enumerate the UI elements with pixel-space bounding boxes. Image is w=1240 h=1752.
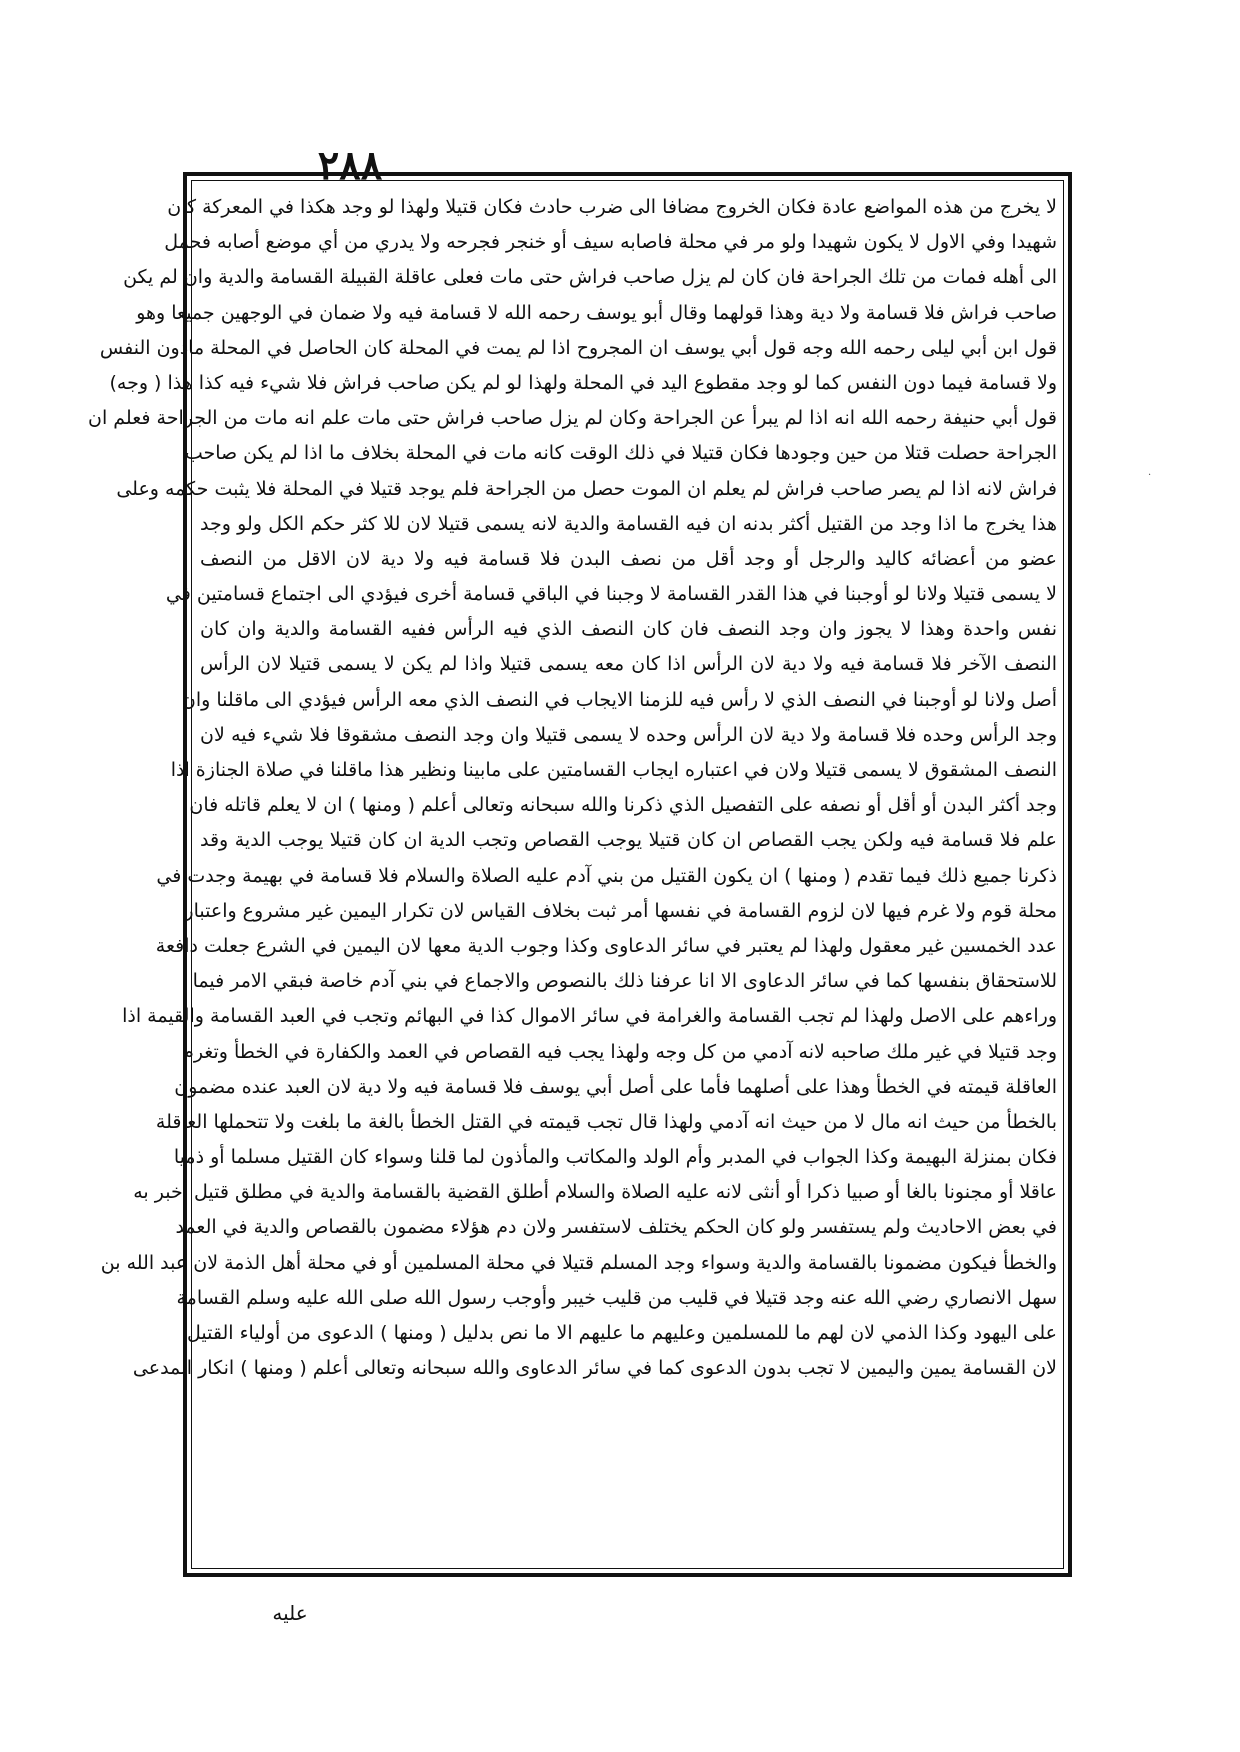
text-line: والخطأ فيكون مضمونا بالقسامة والدية وسواء وجد المسلم قتيلا في محلة المسلمين أو في محلة أهل الذمة لان عبد الله بن bbox=[100, 1251, 1057, 1274]
text-line: وجد الرأس وحده فلا قسامة ولا دية لان الرأس وحده لا يسمى قتيلا وان وجد النصف مشقوقا فلا شيء فيه لان bbox=[200, 723, 1057, 746]
text-line: فراش لانه اذا لم يصر صاحب فراش لم يعلم ان الموت حصل من الجراحة فلم يوجد قتيلا في المحلة فلا يثبت حكمه وعلى bbox=[116, 477, 1057, 500]
text-line: على اليهود وكذا الذمي لان لهم ما للمسلمين وعليهم ما عليهم الا ما نص بدليل ( ومنها ) الدعوى من أولياء القتيل bbox=[187, 1322, 1057, 1344]
text-line: العاقلة قيمته في الخطأ وهذا على أصلهما فأما على أصل أبي يوسف فلا قسامة فيه ولا دية لان العبد عنده مضمون bbox=[174, 1075, 1057, 1098]
text-line: وجد أكثر البدن أو أقل أو نصفه على التفصيل الذي ذكرنا والله سبحانه وتعالى أعلم ( ومنها ) ان لا يعلم قاتله فان bbox=[189, 794, 1057, 817]
text-line: عاقلا أو مجنونا بالغا أو صبيا ذكرا أو أنثى لانه عليه الصلاة والسلام أطلق القضية بالقسامة والدية في مطلق قتيل أخبر به bbox=[133, 1181, 1057, 1204]
page-number: ٢٨٨ bbox=[317, 142, 383, 189]
text-line: وجد قتيلا في غير ملك صاحبه لانه آدمي من كل وجه ولهذا يجب فيه القصاص في العمد والكفارة في الخطأ وتغرم bbox=[182, 1040, 1057, 1063]
scan-speck: · bbox=[1148, 470, 1152, 481]
text-line: في بعض الاحاديث ولم يستفسر ولو كان الحكم يختلف لاستفسر ولان دم هؤلاء مضمون بالقصاص والدية في العمد bbox=[175, 1216, 1057, 1239]
text-line: صاحب فراش فلا قسامة ولا دية وهذا قولهما وقال أبو يوسف رحمه الله لا قسامة فيه ولا ضمان في الوجهين جميعا وهو bbox=[136, 301, 1057, 324]
text-line: نفس واحدة وهذا لا يجوز وان وجد النصف فان كان النصف الذي فيه الرأس ففيه القسامة والدية وان كان bbox=[200, 618, 1057, 641]
text-line: للاستحقاق بنفسها كما في سائر الدعاوى الا انا عرفنا ذلك بالنصوص والاجماع في بني آدم خاصة فبقي الامر فيما bbox=[192, 970, 1057, 993]
text-line: لان القسامة يمين واليمين لا تجب بدون الدعوى كما في سائر الدعاوى والله سبحانه وتعالى أعلم ( ومنها ) انكار المدعى bbox=[132, 1357, 1057, 1380]
text-line: ذكرنا جميع ذلك فيما تقدم ( ومنها ) ان يكون القتيل من بني آدم عليه الصلاة والسلام فلا قسامة في بهيمة وجدت في bbox=[156, 864, 1057, 887]
text-line: وراءهم على الاصل ولهذا لم تجب القسامة والغرامة في سائر الاموال كذا في البهائم وتجب في العبد القسامة والقيمة اذا bbox=[122, 1005, 1057, 1028]
text-line: ولا قسامة فيما دون النفس كما لو وجد مقطوع اليد في المحلة ولهذا لو لم يكن صاحب فراش فلا شيء فيه كذا هذا ( وجه) bbox=[109, 371, 1057, 394]
text-line: النصف المشقوق لا يسمى قتيلا ولان في اعتباره ايجاب القسامتين على مابينا ونظير هذا ماقلنا في صلاة الجنازة اذا bbox=[170, 759, 1057, 781]
text-line: بالخطأ من حيث انه مال لا من حيث انه آدمي ولهذا قال تجب قيمته في القتل الخطأ بالغة ما بلغت ولا تتحملها العاقلة bbox=[155, 1110, 1057, 1133]
text-body bbox=[88, 190, 1057, 1565]
text-line: الى أهله فمات من تلك الجراحة فان كان لم يزل صاحب فراش حتى مات فعلى عاقلة القبيلة القسامة والدية وان لم يكن bbox=[123, 266, 1057, 289]
text-line: علم فلا قسامة فيه ولكن يجب القصاص ان كان قتيلا يوجب القصاص وتجب الدية ان كان قتيلا يوجب الدية وقد bbox=[200, 829, 1057, 852]
text-line: عضو من أعضائه كاليد والرجل أو وجد أقل من نصف البدن فلا قسامة فيه ولا دية لان الاقل من النصف bbox=[200, 547, 1057, 570]
text-line: لا يخرج من هذه المواضع عادة فكان الخروج مضافا الى ضرب حادث فكان قتيلا ولهذا لو وجد هكذا في المعركة كان bbox=[167, 196, 1057, 218]
text-line: أصل ولانا لو أوجبنا في النصف الذي لا رأس فيه للزمنا الايجاب في النصف الذي معه الرأس فيؤدي الى ماقلنا وان bbox=[181, 688, 1057, 711]
text-line: فكان بمنزلة البهيمة وكذا الجواب في المدبر وأم الولد والمكاتب والمأذون لما قلنا وسواء كان القتيل مسلما أو ذميا bbox=[173, 1146, 1057, 1169]
text-line: النصف الآخر فلا قسامة فيه ولا دية لان الرأس اذا كان معه يسمى قتيلا واذا لم يكن لا يسمى قتيلا لان الرأس bbox=[200, 653, 1057, 676]
text-line: قول أبي حنيفة رحمه الله انه اذا لم يبرأ عن الجراحة وكان لم يزل صاحب فراش حتى مات علم انه مات من الجراحة فعلم ان bbox=[88, 407, 1057, 430]
text-line: الجراحة حصلت قتلا من حين وجودها فكان قتيلا في ذلك الوقت كانه مات في المحلة بخلاف ما اذا لم يكن صاحب bbox=[184, 442, 1057, 465]
text-line: قول ابن أبي ليلى رحمه الله وجه قول أبي يوسف ان المجروح اذا لم يمت في المحلة كان الحاصل في المحلة مادون النفس bbox=[99, 336, 1057, 359]
text-line: محلة قوم ولا غرم فيها لان لزوم القسامة في نفسها أمر ثبت بخلاف القياس لان تكرار اليمين غير مشروع واعتبار bbox=[184, 899, 1057, 922]
catchword: عليه bbox=[272, 1601, 308, 1625]
text-line: سهل الانصاري رضي الله عنه وجد قتيلا في قليب من قليب خيبر وأوجب رسول الله صلى الله عليه وسلم القسامة bbox=[176, 1286, 1057, 1309]
text-line: لا يسمى قتيلا ولانا لو أوجبنا في هذا القدر القسامة لا وجبنا في الباقي قسامة أخرى فيؤدي الى اجتماع قسامتين في bbox=[165, 583, 1057, 606]
text-line: هذا يخرج ما اذا وجد من القتيل أكثر بدنه ان فيه القسامة والدية لانه يسمى قتيلا لان للا كثر حكم الكل ولو وجد bbox=[200, 512, 1057, 535]
text-line: عدد الخمسين غير معقول ولهذا لم يعتبر في سائر الدعاوى وكذا وجوب الدية معها لان اليمين في الشرع جعلت دافعة bbox=[155, 934, 1057, 957]
text-line: شهيدا وفي الاول لا يكون شهيدا ولو مر في محلة فاصابه سيف أو خنجر فجرحه ولا يدري من أي موضع أصابه فحمل bbox=[164, 231, 1057, 254]
